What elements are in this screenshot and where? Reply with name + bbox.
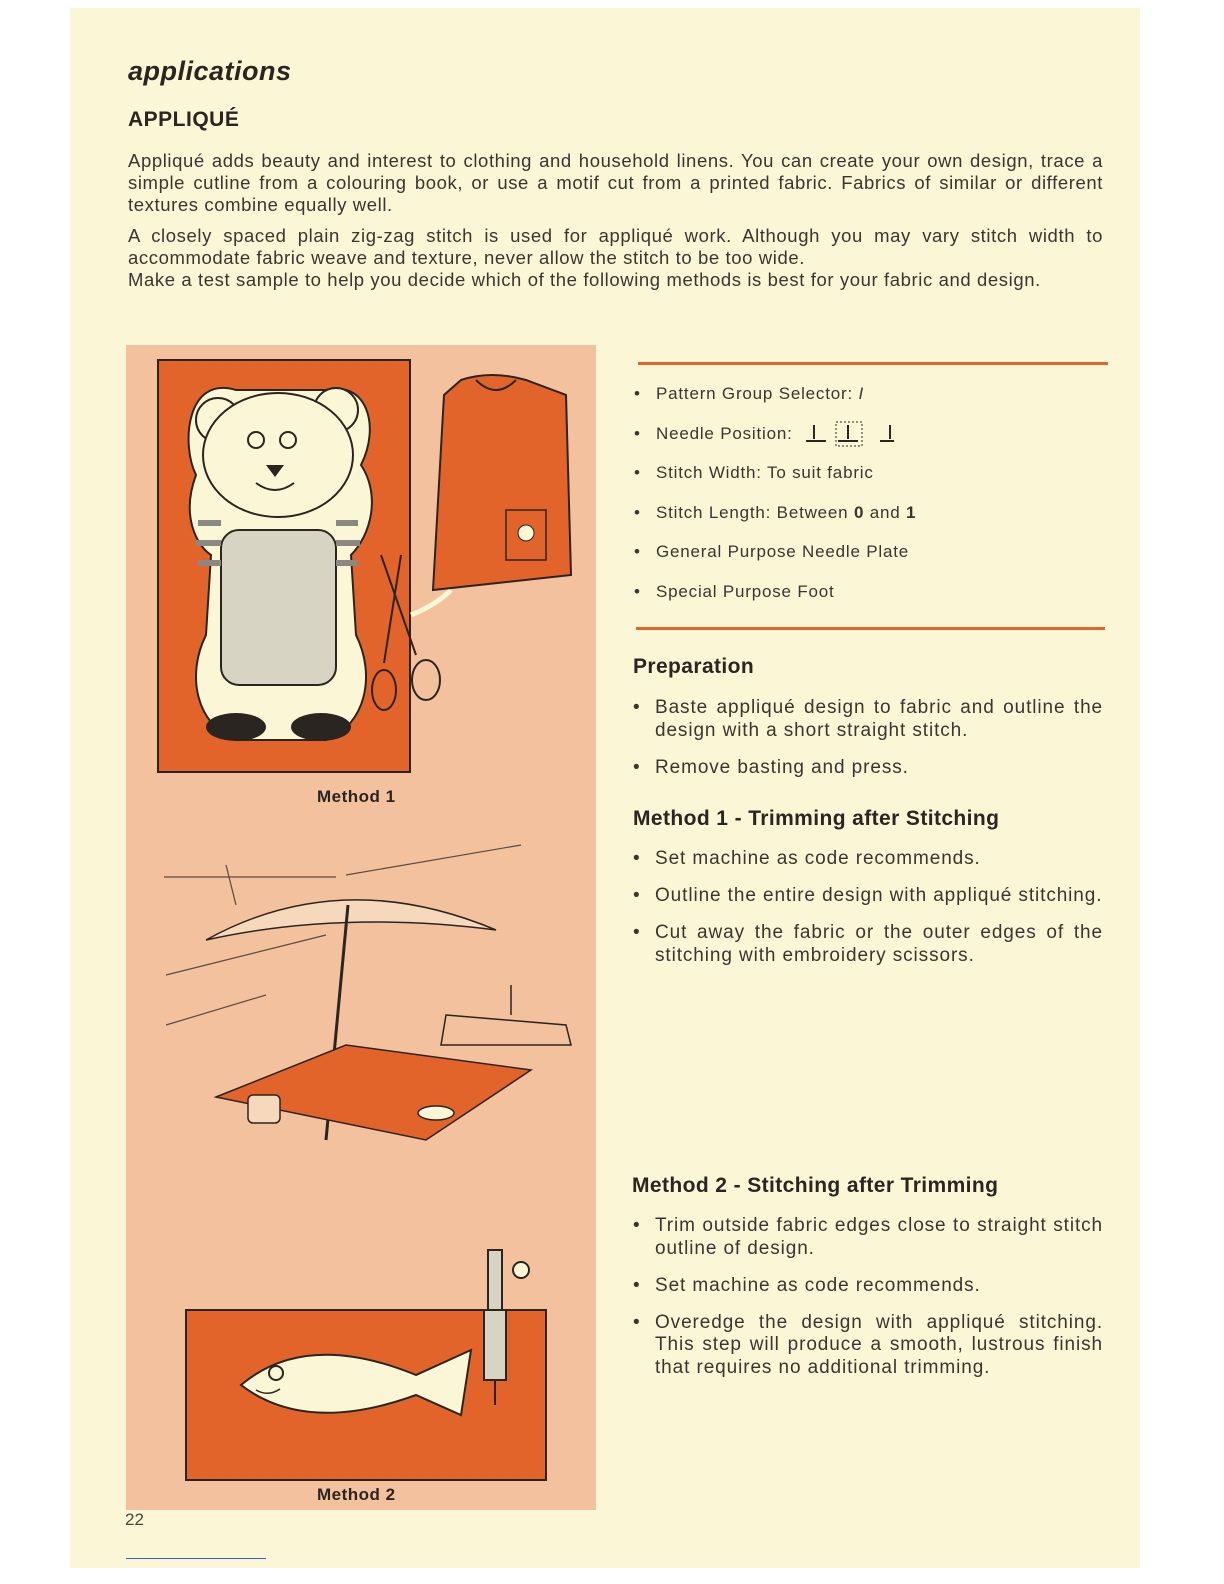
bear-right-shoe [291, 713, 351, 741]
intro-text [128, 150, 1103, 300]
cut-fabric-strip [411, 590, 451, 615]
fish-motif-small [418, 1106, 454, 1120]
method1-step-1: • Set machine as code recommends. [633, 848, 981, 869]
bear-overalls [221, 530, 336, 685]
intro-paragraph-1: Appliqué adds beauty and interest to clothing and household linens. You can create your own design, trace a simple cutline from a colouring book, or use a motif cut from a printed fabric. Fabrics of similar or different textures combine equally well. [128, 150, 1103, 215]
dress-illustration [433, 375, 571, 590]
setting-needle-position: • Needle Position: [634, 420, 1114, 460]
bear-head [203, 393, 353, 517]
caption-method2: Method 2 [317, 1485, 396, 1504]
method2-steps [633, 1215, 1103, 1394]
page-number: 22 [125, 1510, 144, 1529]
top-rule [638, 362, 1108, 365]
method1-steps [633, 848, 1103, 982]
page-title: applications [128, 56, 292, 86]
sand-bucket [248, 1095, 280, 1123]
sand-castle [441, 1015, 571, 1045]
bottom-rule [636, 627, 1105, 630]
caption-method1: Method 1 [317, 787, 396, 806]
needle-position-icon [804, 421, 900, 447]
preparation-heading: Preparation [633, 655, 755, 678]
beach-umbrella [206, 900, 496, 940]
method2-step-2: • Set machine as code recommends. [633, 1274, 981, 1296]
method1-step-3: • Cut away the fabric or the outer edges of the stitching with embroidery scissors. [633, 922, 1103, 966]
preparation-step-1: • Baste appliqué design to fabric and outline the design with a short straight stitch. [633, 697, 1103, 741]
illustration-panel [126, 345, 596, 1510]
beach-towel [216, 1045, 531, 1140]
setting-pattern-group: • Pattern Group Selector: I [634, 384, 865, 403]
setting-stitch-length: • Stitch Length: Between 0 and 1 [634, 502, 917, 522]
illustration-svg [126, 345, 596, 1510]
method1-heading: Method 1 - Trimming after Stitching [633, 807, 1000, 830]
pocket-bear-motif [518, 525, 534, 541]
method2-heading: Method 2 - Stitching after Trimming [632, 1174, 999, 1197]
method2-step-1: • Trim outside fabric edges close to straight stitch outline of design. [633, 1215, 1103, 1259]
setting-needle-plate: • General Purpose Needle Plate [634, 542, 909, 562]
bear-left-shoe [206, 713, 266, 741]
method1-step-2: • Outline the entire design with appliqué stitching. [633, 885, 1103, 906]
machine-settings-list [634, 380, 1114, 618]
method2-step-3: • Overedge the design with appliqué stitching. This step will produce a smooth, lustrous finish that requires no additional trimming. [633, 1311, 1103, 1378]
intro-paragraph-2: A closely spaced plain zig-zag stitch is used for appliqué work. Although you may vary stitch width to accommodate fabric weave and texture, never allow the stitch to be too wide. [128, 225, 1103, 268]
preparation-step-2: • Remove basting and press. [633, 756, 909, 778]
section-subtitle: APPLIQUÉ [128, 108, 240, 131]
footer-line [126, 1558, 266, 1559]
setting-foot: • Special Purpose Foot [634, 581, 835, 601]
intro-paragraph-3: Make a test sample to help you decide which of the following methods is best for your fabric and design. [128, 269, 1041, 290]
pattern-group-value: I [858, 384, 865, 403]
setting-stitch-width: • Stitch Width: To suit fabric [634, 463, 874, 483]
preparation-steps [633, 697, 1103, 794]
